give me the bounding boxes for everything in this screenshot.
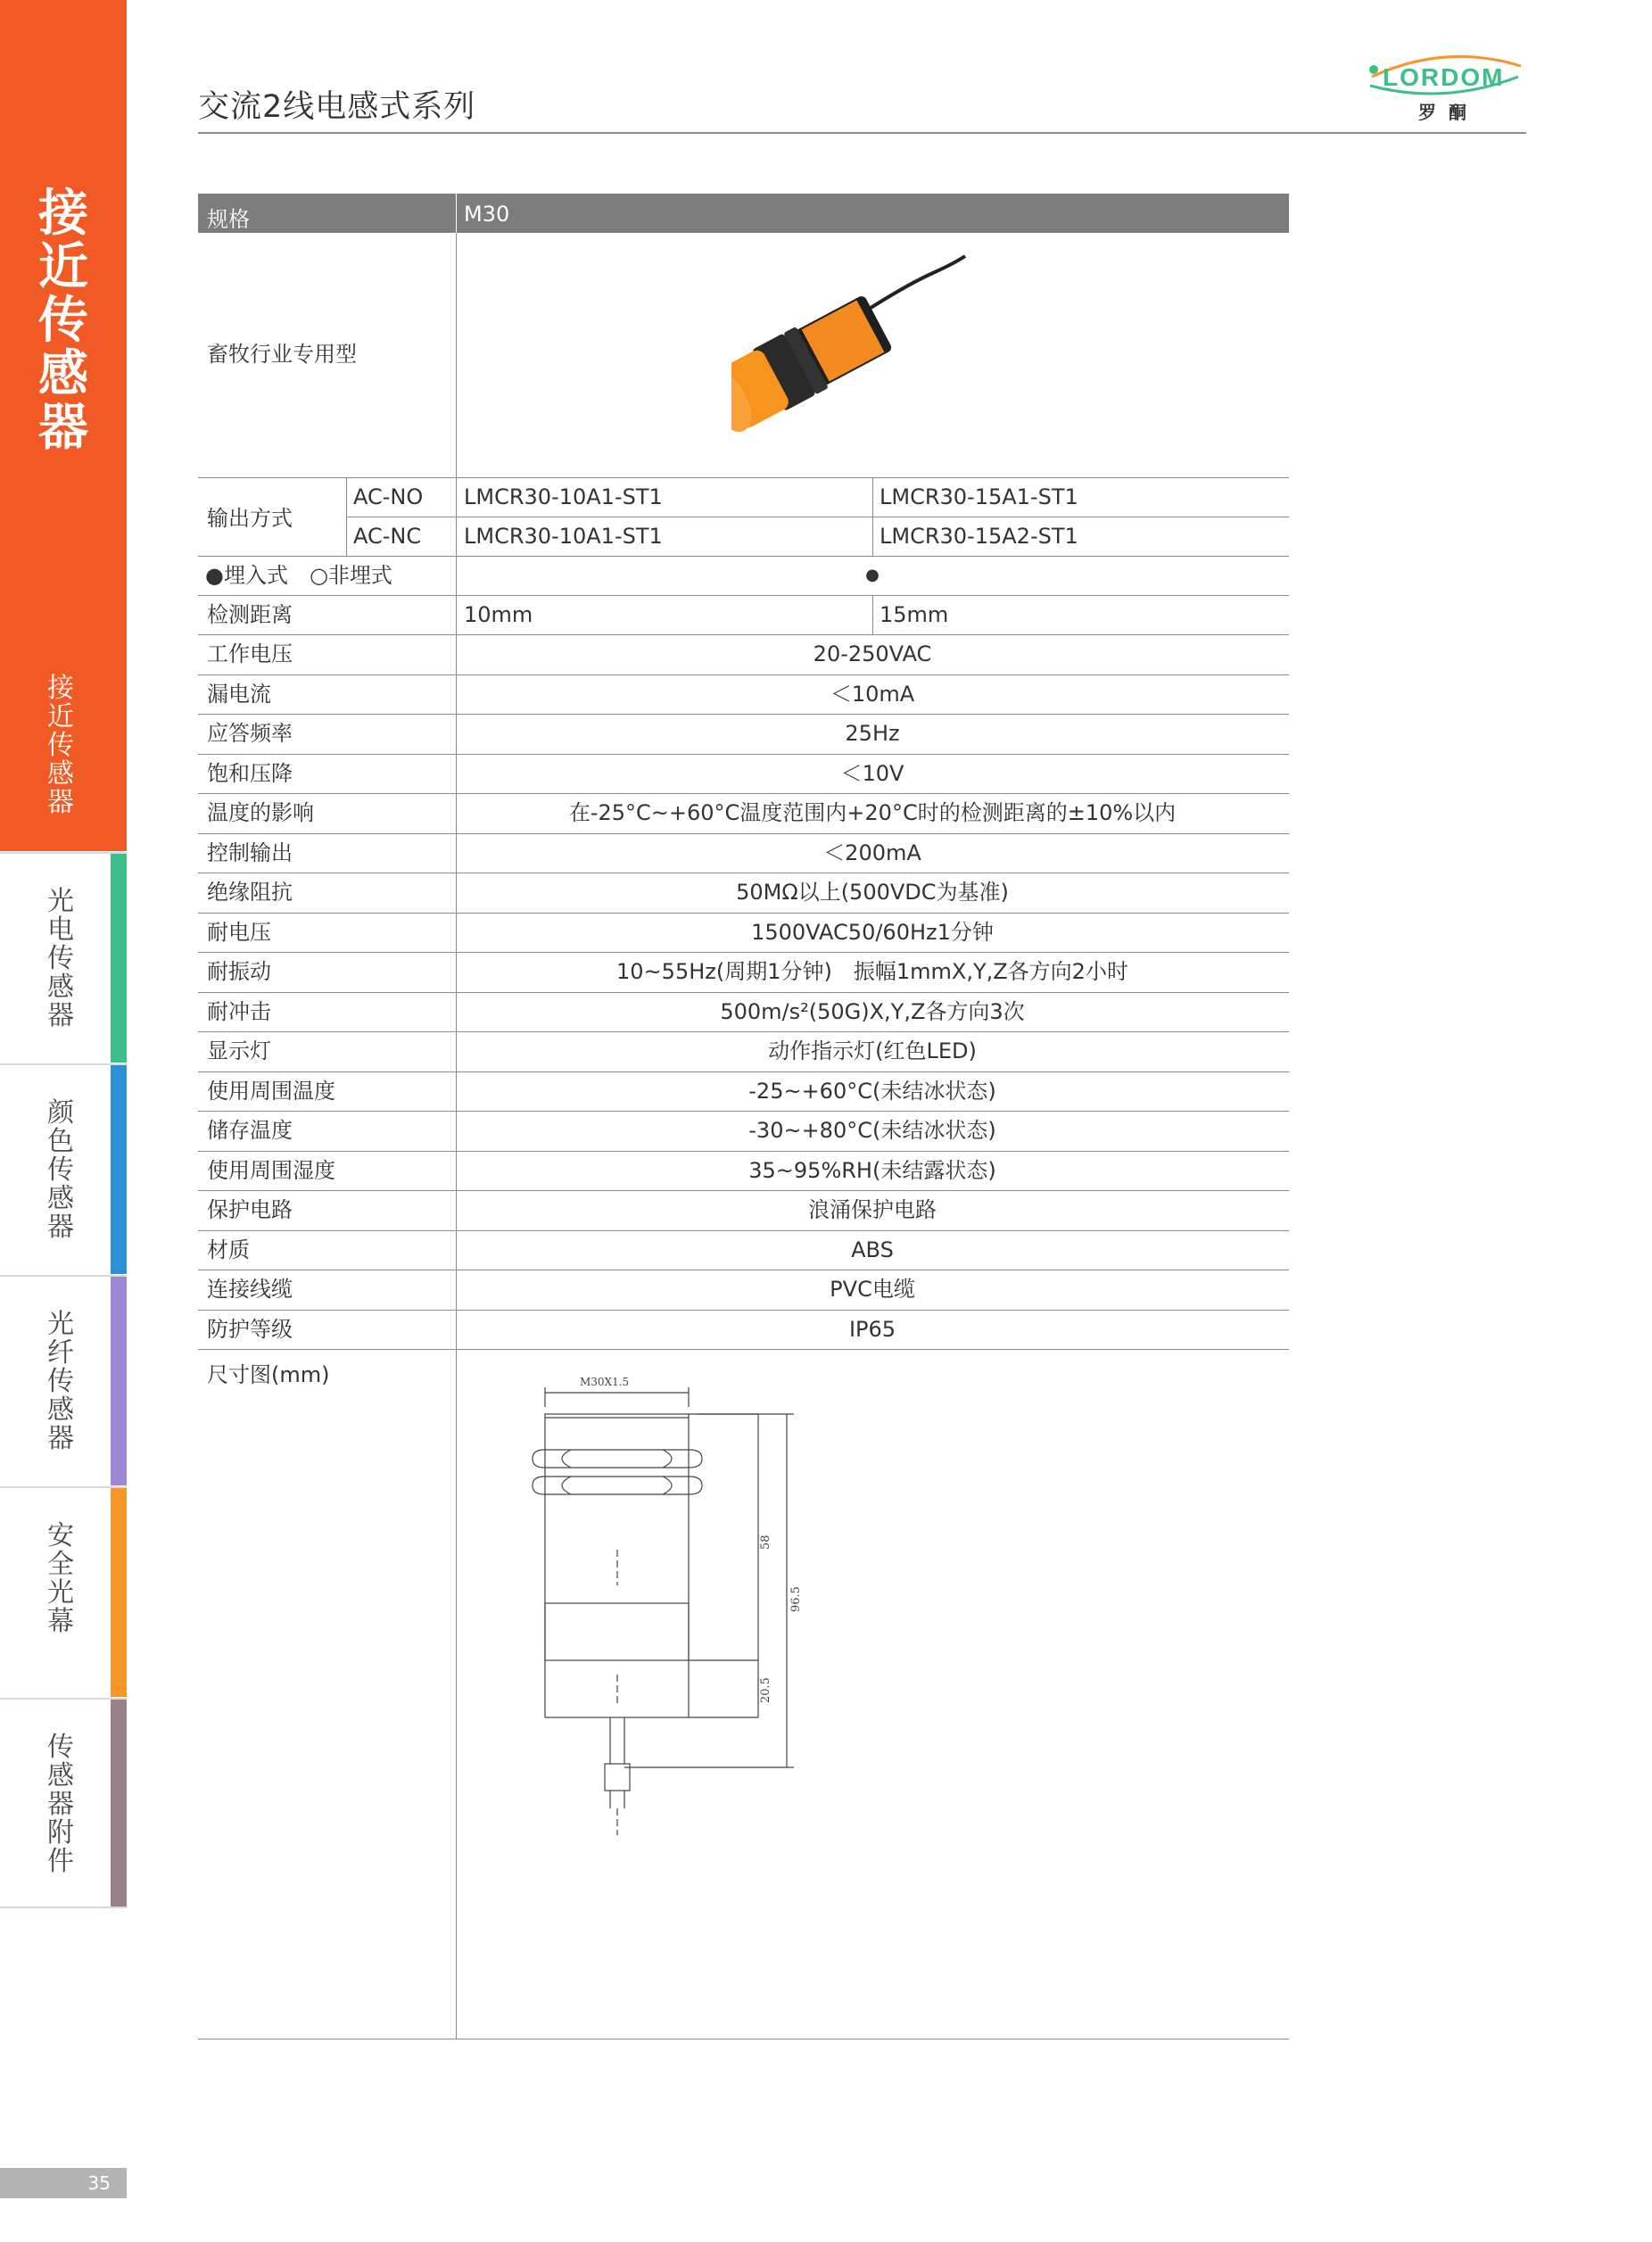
mount-type-label: ●埋入式 ○非埋式 bbox=[205, 563, 392, 588]
spec-row-label: 耐电压 bbox=[207, 919, 271, 945]
model-no-10mm: LMCR30-10A1-ST1 bbox=[464, 484, 663, 509]
sidebar-tab-proximity[interactable] bbox=[0, 641, 127, 851]
sidebar-tab-label: 接近传感器 bbox=[47, 673, 74, 818]
spec-row-value: -30~+80°C(未结冰状态) bbox=[748, 1118, 996, 1143]
dimension-96-5: 96.5 bbox=[789, 1586, 803, 1612]
spec-row-label: 应答频率 bbox=[207, 721, 293, 746]
sidebar-tab-accessories[interactable] bbox=[0, 1698, 127, 1908]
dimension-58: 58 bbox=[759, 1535, 772, 1550]
spec-row-label: 温度的影响 bbox=[207, 800, 314, 825]
dimension-drawing bbox=[464, 1371, 910, 1960]
sensor-product-photo bbox=[731, 238, 999, 452]
spec-row-label: 饱和压降 bbox=[207, 760, 293, 786]
spec-row-value: 25Hz bbox=[845, 721, 900, 746]
model-nc-10mm: LMCR30-10A1-ST1 bbox=[464, 524, 663, 549]
model-no-15mm: LMCR30-15A1-ST1 bbox=[880, 484, 1078, 509]
tab-color-stripe bbox=[111, 1065, 127, 1274]
spec-row-label: 耐冲击 bbox=[207, 998, 271, 1024]
detection-distance-label: 检测距离 bbox=[207, 602, 293, 627]
spec-row-value: 在-25°C~+60°C温度范围内+20°C时的检测距离的±10%以内 bbox=[568, 800, 1177, 825]
sidebar-main-title: 接近传感器 bbox=[38, 185, 88, 457]
header-separator bbox=[456, 194, 457, 233]
header-model-size: M30 bbox=[464, 202, 510, 227]
distance-divider bbox=[872, 595, 873, 634]
sidebar-tab-light-curtain[interactable] bbox=[0, 1486, 127, 1697]
detection-distance-15mm: 15mm bbox=[880, 602, 949, 627]
sidebar-tab-label: 颜色传感器 bbox=[47, 1097, 74, 1243]
spec-row-value: 35~95%RH(未结露状态) bbox=[748, 1157, 996, 1183]
mount-type-value: ● bbox=[865, 566, 880, 584]
output-type-nc: AC-NC bbox=[353, 524, 422, 549]
spec-row-value: ＜200mA bbox=[823, 840, 921, 865]
page-title: 交流2线电感式系列 bbox=[198, 89, 476, 125]
tab-color-stripe bbox=[111, 854, 127, 1063]
spec-row-label: 保护电路 bbox=[207, 1197, 293, 1222]
tab-color-stripe bbox=[111, 1277, 127, 1485]
page-number: 35 bbox=[0, 2168, 127, 2198]
sidebar-tab-label: 安全光幕 bbox=[47, 1520, 74, 1637]
sidebar-main-header bbox=[0, 0, 127, 641]
spec-row-label: 工作电压 bbox=[207, 641, 293, 666]
sidebar-tab-color[interactable] bbox=[0, 1063, 127, 1274]
spec-row-value: 浪涌保护电路 bbox=[808, 1197, 937, 1222]
row-divider bbox=[198, 595, 1289, 596]
spec-row-value: 10~55Hz(周期1分钟) 振幅1mmX,Y,Z各方向2小时 bbox=[616, 959, 1128, 984]
spec-row-value: IP65 bbox=[848, 1316, 896, 1342]
spec-row-value: -25~+60°C(未结冰状态) bbox=[748, 1078, 996, 1104]
spec-row-value: PVC电缆 bbox=[830, 1277, 915, 1302]
spec-row-label: 耐振动 bbox=[207, 959, 271, 984]
spec-row-value: ＜10V bbox=[840, 760, 904, 786]
table-header-row bbox=[198, 194, 1289, 233]
model-nc-15mm: LMCR30-15A2-ST1 bbox=[880, 524, 1078, 549]
dimension-20-5: 20.5 bbox=[759, 1677, 772, 1703]
spec-row-label: 使用周围湿度 bbox=[207, 1157, 335, 1183]
spec-row-label: 漏电流 bbox=[207, 681, 271, 707]
output-type-no: AC-NO bbox=[353, 484, 424, 509]
spec-row-label: 防护等级 bbox=[207, 1316, 293, 1342]
spec-row-label: 使用周围温度 bbox=[207, 1078, 335, 1104]
spec-row-value: ＜10mA bbox=[830, 681, 915, 707]
sidebar-tab-label: 传感器附件 bbox=[47, 1732, 74, 1877]
dimension-drawing-label: 尺寸图(mm) bbox=[207, 1362, 330, 1387]
spec-row-value: 500m/s²(50G)X,Y,Z各方向3次 bbox=[720, 998, 1025, 1024]
spec-row-label: 材质 bbox=[207, 1237, 250, 1262]
spec-row-value: 1500VAC50/60Hz1分钟 bbox=[751, 919, 994, 945]
tab-color-stripe bbox=[111, 1700, 127, 1907]
sidebar-tab-label: 光电传感器 bbox=[47, 886, 74, 1031]
header-divider bbox=[198, 132, 1526, 134]
spec-row-label: 控制输出 bbox=[207, 840, 293, 865]
output-method-label: 输出方式 bbox=[207, 506, 293, 531]
spec-row-value: 20-250VAC bbox=[813, 641, 932, 666]
sidebar-tab-fiber[interactable] bbox=[0, 1275, 127, 1485]
spec-row-value: 动作指示灯(红色LED) bbox=[768, 1038, 977, 1063]
svg-text:LORDOM: LORDOM bbox=[1383, 63, 1505, 91]
sidebar-tab-photoelectric[interactable] bbox=[0, 852, 127, 1063]
spec-row-label: 显示灯 bbox=[207, 1038, 271, 1063]
detection-distance-10mm: 10mm bbox=[464, 602, 533, 627]
spec-row-label: 绝缘阻抗 bbox=[207, 880, 293, 905]
row-divider bbox=[198, 1349, 1289, 1350]
category-sidebar bbox=[0, 0, 127, 2242]
thread-dimension: M30X1.5 bbox=[580, 1376, 630, 1388]
spec-row-label: 连接线缆 bbox=[207, 1277, 293, 1302]
tab-color-stripe bbox=[111, 1488, 127, 1697]
product-type-label: 畜牧行业专用型 bbox=[207, 342, 357, 367]
spec-row-label: 储存温度 bbox=[207, 1118, 293, 1143]
spec-row-value: ABS bbox=[851, 1237, 894, 1262]
header-spec-label: 规格 bbox=[207, 207, 250, 232]
logo-chinese-name: 罗酮 bbox=[1418, 102, 1479, 123]
spec-row-value: 50MΩ以上(500VDC为基准) bbox=[736, 880, 1009, 905]
sidebar-tab-label: 光纤传感器 bbox=[47, 1309, 74, 1454]
